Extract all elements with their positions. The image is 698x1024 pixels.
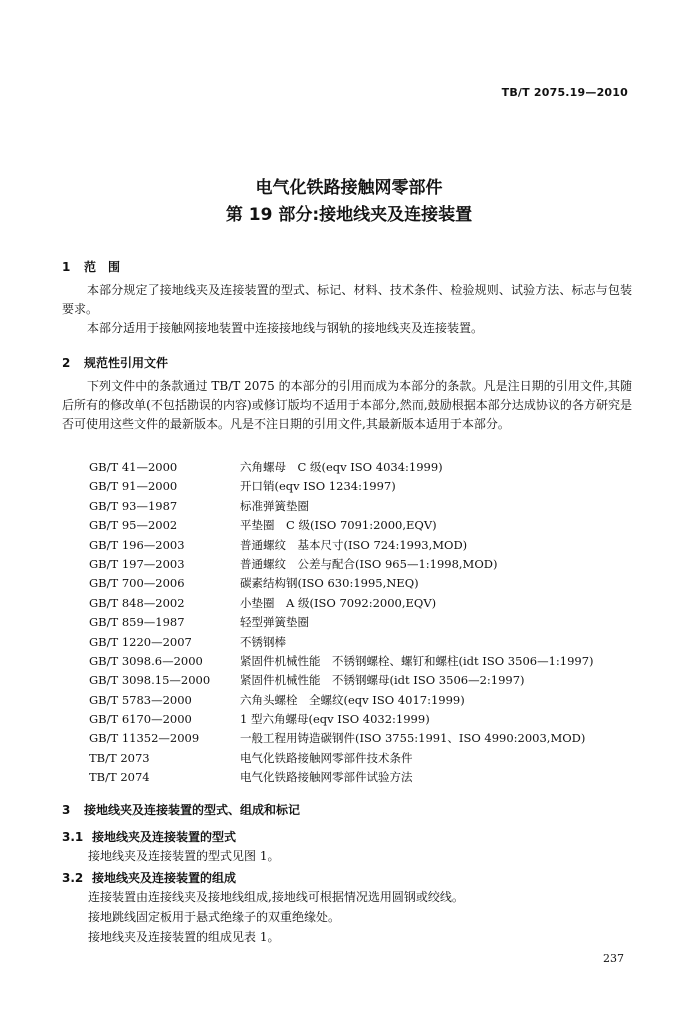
reference-row bbox=[89, 768, 649, 787]
document-title-line2: 第 19 部分:接地线夹及连接装置 bbox=[225, 205, 473, 225]
reference-row bbox=[89, 594, 649, 613]
page-number: 237 bbox=[603, 952, 624, 965]
reference-code: GB/T 197—2003 bbox=[89, 556, 185, 571]
reference-title: 小垫圈 A 级(ISO 7092:2000,EQV) bbox=[240, 595, 437, 610]
reference-title: 轻型弹簧垫圈 bbox=[240, 615, 309, 630]
reference-row bbox=[89, 729, 649, 748]
reference-code: GB/T 95—2002 bbox=[89, 518, 178, 533]
reference-code: GB/T 6170—2000 bbox=[89, 712, 192, 727]
reference-code: GB/T 859—1987 bbox=[89, 615, 185, 630]
section-2-number: 2 bbox=[62, 356, 71, 370]
section-3-number: 3 bbox=[62, 803, 71, 817]
reference-title: 电气化铁路接触网零部件技术条件 bbox=[240, 750, 413, 765]
section-1-heading bbox=[62, 258, 120, 275]
reference-list bbox=[89, 458, 649, 788]
reference-row bbox=[89, 574, 649, 593]
subsection-3-1-title: 接地线夹及连接装置的型式 bbox=[92, 830, 237, 844]
reference-code: GB/T 91—2000 bbox=[89, 479, 178, 494]
subsection-3-1-number: 3.1 bbox=[62, 830, 84, 844]
section-2-heading bbox=[62, 354, 168, 371]
reference-row bbox=[89, 458, 649, 477]
section-2-title: 规范性引用文件 bbox=[84, 356, 169, 370]
reference-row bbox=[89, 536, 649, 555]
reference-title: 开口销(eqv ISO 1234:1997) bbox=[240, 479, 396, 494]
subsection-3-2-text-3: 接地线夹及连接装置的组成见表 1。 bbox=[88, 930, 280, 944]
reference-title: 六角螺母 C 级(eqv ISO 4034:1999) bbox=[240, 460, 443, 474]
reference-row bbox=[89, 516, 649, 535]
subsection-3-2-text-1: 连接装置由连接线夹及接地线组成,接地线可根据情况选用圆钢或绞线。 bbox=[88, 890, 464, 904]
document-title-line1: 电气化铁路接触网零部件 bbox=[255, 178, 443, 198]
reference-row bbox=[89, 633, 649, 652]
reference-code: GB/T 700—2006 bbox=[89, 576, 185, 591]
reference-code: TB/T 2074 bbox=[89, 770, 150, 785]
reference-title: 平垫圈 C 级(ISO 7091:2000,EQV) bbox=[240, 518, 437, 533]
subsection-3-2-title: 接地线夹及连接装置的组成 bbox=[92, 871, 237, 885]
subsection-3-2-heading bbox=[62, 869, 236, 886]
reference-row bbox=[89, 691, 649, 710]
reference-title: 1 型六角螺母(eqv ISO 4032:1999) bbox=[240, 712, 430, 727]
reference-code: TB/T 2073 bbox=[89, 750, 150, 765]
subsection-3-1-heading bbox=[62, 828, 236, 845]
reference-code: GB/T 93—1987 bbox=[89, 498, 178, 513]
reference-row bbox=[89, 710, 649, 729]
reference-row bbox=[89, 477, 649, 496]
reference-code: GB/T 11352—2009 bbox=[89, 731, 200, 746]
reference-row bbox=[89, 671, 649, 690]
reference-title: 碳素结构钢(ISO 630:1995,NEQ) bbox=[240, 576, 419, 591]
reference-code: GB/T 196—2003 bbox=[89, 537, 185, 552]
section-1-paragraph-2: 本部分适用于接触网接地装置中连接接地线与钢轨的接地线夹及连接装置。 bbox=[87, 321, 484, 335]
section-2-intro: 下列文件中的条款通过 TB/T 2075 的本部分的引用而成为本部分的条款。凡是注日期的引用文件,其随后所有的修改单(不包括勘误的内容)或修订版均不适用于本部分,然而,鼓励根据本部分达成协议的各方研究是否可使用这些文件的最新版本。凡是不注日期的引用文件,其最新版本适用于本部分。 bbox=[62, 379, 632, 431]
subsection-3-1-text: 接地线夹及连接装置的型式见图 1。 bbox=[88, 849, 280, 863]
reference-code: GB/T 41—2000 bbox=[89, 460, 178, 474]
reference-title: 电气化铁路接触网零部件试验方法 bbox=[240, 770, 413, 785]
section-3-heading bbox=[62, 801, 300, 818]
reference-title: 标准弹簧垫圈 bbox=[240, 498, 309, 513]
reference-title: 一般工程用铸造碳钢件(ISO 3755:1991、ISO 4990:2003,MOD) bbox=[240, 731, 586, 746]
reference-code: GB/T 3098.15—2000 bbox=[89, 673, 211, 688]
section-1-title: 范 围 bbox=[84, 260, 121, 274]
reference-code: GB/T 848—2002 bbox=[89, 595, 185, 610]
reference-title: 六角头螺栓 全螺纹(eqv ISO 4017:1999) bbox=[240, 692, 465, 707]
reference-code: GB/T 1220—2007 bbox=[89, 634, 192, 649]
reference-row bbox=[89, 555, 649, 574]
reference-row bbox=[89, 749, 649, 768]
section-1-number: 1 bbox=[62, 260, 71, 274]
subsection-3-2-number: 3.2 bbox=[62, 871, 84, 885]
subsection-3-2-text-2: 接地跳线固定板用于悬式绝缘子的双重绝缘处。 bbox=[88, 910, 341, 924]
reference-row bbox=[89, 497, 649, 516]
reference-code: GB/T 3098.6—2000 bbox=[89, 653, 203, 668]
reference-title: 紧固件机械性能 不锈钢螺母(idt ISO 3506—2:1997) bbox=[240, 673, 525, 688]
reference-title: 紧固件机械性能 不锈钢螺栓、螺钉和螺柱(idt ISO 3506—1:1997) bbox=[240, 653, 594, 668]
reference-title: 不锈钢棒 bbox=[240, 634, 286, 649]
section-1-paragraph-1: 本部分规定了接地线夹及连接装置的型式、标记、材料、技术条件、检验规则、试验方法、标志与包装要求。 bbox=[62, 283, 632, 316]
reference-row bbox=[89, 652, 649, 671]
reference-title: 普通螺纹 公差与配合(ISO 965—1:1998,MOD) bbox=[240, 556, 498, 571]
reference-title: 普通螺纹 基本尺寸(ISO 724:1993,MOD) bbox=[240, 537, 468, 552]
reference-row bbox=[89, 613, 649, 632]
reference-code: GB/T 5783—2000 bbox=[89, 692, 192, 707]
standard-code: TB/T 2075.19—2010 bbox=[501, 86, 628, 99]
section-3-title: 接地线夹及连接装置的型式、组成和标记 bbox=[84, 803, 301, 817]
